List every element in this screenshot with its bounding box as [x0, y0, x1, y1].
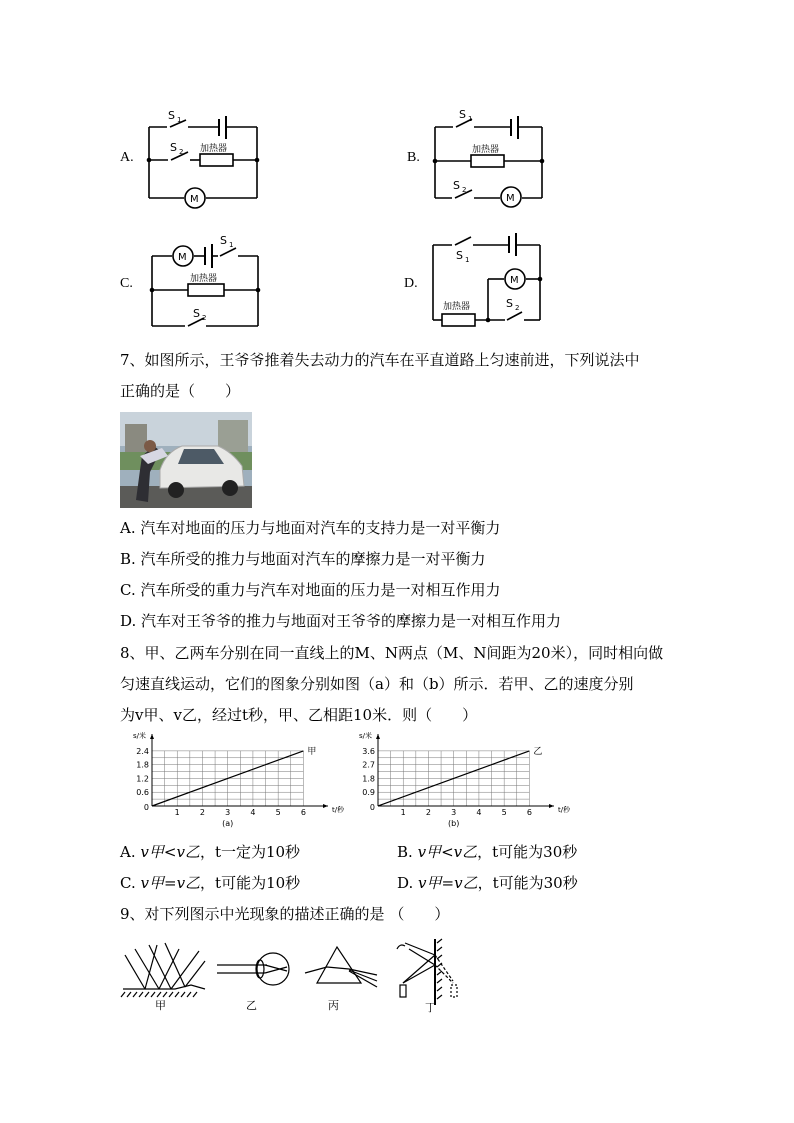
x-tick-label: 2	[425, 808, 432, 817]
x-tick-label: 1	[174, 808, 180, 817]
caption-bing: 丙	[328, 999, 339, 1012]
x-tick-label: 5	[275, 808, 281, 817]
y-tick-label: 1.2	[136, 774, 149, 784]
c-motor-label: M	[178, 252, 187, 263]
v-jia: v甲	[140, 874, 164, 892]
x-tick-label: 2	[199, 808, 206, 817]
option-c-label: C.	[120, 276, 133, 291]
c-heater-label: 加热器	[190, 274, 218, 284]
relation: =	[163, 874, 177, 892]
v-jia: v甲	[418, 874, 442, 892]
car-push-photo	[120, 412, 252, 508]
choice-letter: B.	[397, 843, 413, 861]
d-s1-sub: 1	[465, 256, 470, 264]
x-axis-label: t/秒	[332, 806, 345, 814]
x-axis-label: t/秒	[558, 806, 571, 814]
a-s2-sub: 2	[179, 148, 184, 156]
y-tick-label: 3.6	[362, 746, 375, 756]
b-s2: S	[453, 179, 460, 192]
v-yi: v乙	[176, 874, 201, 892]
x-tick-label: 4	[250, 808, 256, 817]
d-motor-label: M	[510, 275, 519, 286]
choice-letter: C.	[120, 874, 136, 892]
q8-choice-d	[397, 873, 578, 893]
d-heater-label: 加热器	[443, 302, 471, 312]
v-jia: v甲	[140, 843, 164, 861]
choice-rest: ，t可能为30秒	[477, 843, 578, 861]
caption-ding: 丁	[425, 1001, 436, 1014]
option-a-label: A.	[120, 150, 134, 165]
c-s1-sub: 1	[229, 241, 234, 249]
x-tick-label: 6	[300, 808, 306, 817]
y-tick-label: 2.4	[136, 746, 149, 756]
chart-a	[112, 732, 345, 834]
d-s1: S	[456, 249, 463, 262]
a-s2: S	[170, 141, 177, 154]
y-axis-arrow	[376, 734, 380, 739]
light-phenomena-figures	[115, 935, 475, 1015]
choice-rest: ，t可能为10秒	[200, 874, 301, 892]
relation: <	[163, 843, 177, 861]
q8-line1: 8、甲、乙两车分别在同一直线上的M、N两点（M、N间距为20米），同时相向做	[120, 644, 664, 662]
q7-choice-d: D. 汽车对王爷爷的推力与地面对王爷爷的摩擦力是一对相互作用力	[120, 612, 562, 630]
c-s2-sub: 2	[202, 314, 207, 322]
q8-line3: 为v甲、v乙，经过t秒，甲、乙相距10米．则（ ）	[120, 706, 478, 724]
b-s2-sub: 2	[462, 186, 467, 194]
x-tick-label: 4	[476, 808, 482, 817]
series-label: 乙	[533, 746, 543, 757]
chart-caption: (b)	[448, 819, 460, 828]
x-tick-label: 3	[451, 808, 457, 817]
b-s1: S	[459, 108, 466, 121]
q7-line1: 7、如图所示，王爷爷推着失去动力的汽车在平直道路上匀速前进，下列说法中	[120, 351, 640, 369]
q7-choice-a: A. 汽车对地面的压力与地面对汽车的支持力是一对平衡力	[120, 519, 501, 537]
relation: =	[441, 874, 455, 892]
b-s1-sub: 1	[468, 115, 473, 123]
a-motor-label: M	[190, 194, 199, 205]
circuit-diagrams	[0, 0, 794, 340]
a-heater-label: 加热器	[200, 144, 228, 154]
y-tick-label: 2.7	[362, 760, 375, 770]
y-tick-label: 1.8	[136, 760, 149, 770]
c-s2: S	[193, 307, 200, 320]
q8-choice-a	[120, 842, 300, 862]
relation: <	[441, 843, 454, 861]
chart-caption: (a)	[222, 819, 234, 828]
v-jia: v甲	[417, 843, 442, 861]
option-d-label: D.	[404, 276, 418, 291]
a-s1: S	[168, 109, 175, 122]
x-axis-arrow	[323, 804, 328, 808]
figure-ding	[397, 939, 457, 1005]
chart-b	[338, 732, 571, 834]
q9-line1: 9、对下列图示中光现象的描述正确的是 （ ）	[120, 905, 450, 923]
figure-jia	[121, 943, 205, 997]
q7-choice-c: C. 汽车所受的重力与汽车对地面的压力是一对相互作用力	[120, 581, 501, 599]
c-s1: S	[220, 234, 227, 247]
q7-choice-b: B. 汽车所受的推力与地面对汽车的摩擦力是一对平衡力	[120, 550, 486, 568]
origin-label: 0	[143, 803, 149, 812]
a-s1-sub: 1	[177, 116, 182, 124]
choice-rest: ，t可能为30秒	[477, 874, 578, 892]
origin-label: 0	[369, 803, 375, 812]
y-axis-arrow	[150, 734, 154, 739]
x-axis-arrow	[549, 804, 554, 808]
caption-yi: 乙	[246, 999, 257, 1012]
y-tick-label: 0.9	[362, 788, 375, 798]
circuit-a	[149, 116, 257, 208]
x-tick-label: 1	[400, 808, 406, 817]
v-yi: v乙	[176, 843, 200, 861]
d-s2-sub: 2	[515, 304, 520, 312]
circuit-b	[435, 116, 542, 207]
choice-letter: D.	[397, 874, 414, 892]
option-b-label: B.	[407, 150, 420, 165]
x-tick-label: 6	[526, 808, 532, 817]
x-tick-label: 5	[501, 808, 507, 817]
y-axis-label: s/米	[358, 732, 372, 740]
y-tick-label: 1.8	[362, 774, 375, 784]
b-heater-label: 加热器	[472, 145, 500, 155]
choice-letter: A.	[120, 843, 136, 861]
q7-line2: 正确的是（ ）	[120, 382, 241, 400]
q8-choice-b	[397, 842, 577, 862]
circuit-d	[433, 233, 540, 326]
b-motor-label: M	[506, 193, 515, 204]
x-tick-label: 3	[225, 808, 231, 817]
v-yi: v乙	[453, 843, 478, 861]
v-yi: v乙	[454, 874, 478, 892]
caption-jia: 甲	[155, 999, 166, 1012]
y-tick-label: 0.6	[136, 788, 149, 798]
q8-line2: 匀速直线运动，它们的图象分别如图（a）和（b）所示．若甲、乙的速度分别	[120, 675, 634, 693]
figure-bing	[305, 947, 377, 987]
series-label: 甲	[307, 746, 317, 757]
d-s2: S	[506, 297, 513, 310]
figure-yi	[217, 953, 289, 985]
y-axis-label: s/米	[132, 732, 146, 740]
choice-rest: ，t一定为10秒	[199, 843, 301, 861]
q8-choice-c	[120, 873, 300, 893]
